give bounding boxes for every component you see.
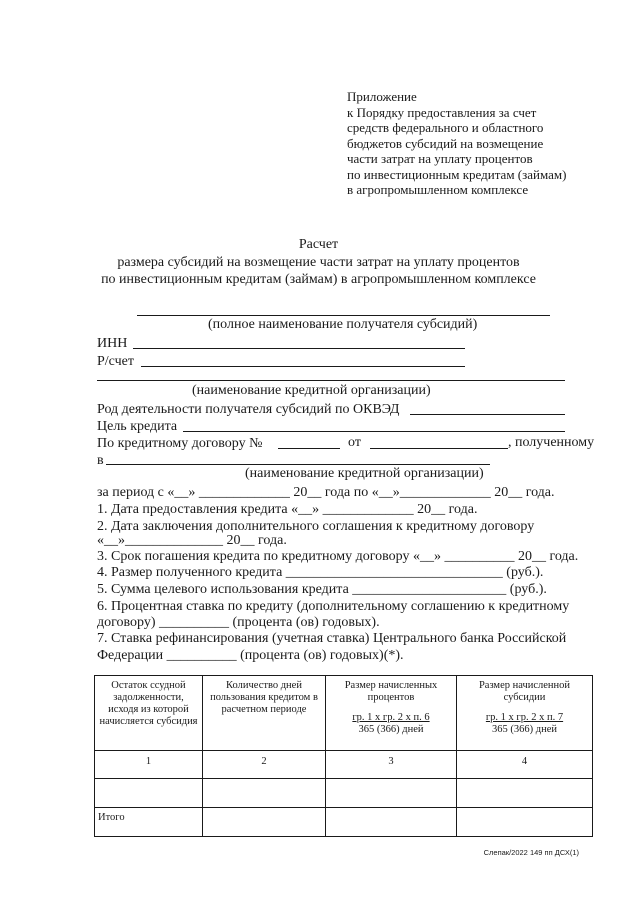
calculation-table: [94, 675, 593, 837]
document-subtitle-line2: по инвестиционным кредитам (займам) в агропромышленном комплексе: [101, 272, 536, 287]
interest-formula: гр. 1 х гр. 2 х п. 6: [352, 712, 430, 723]
contract-in-label: в: [97, 453, 104, 468]
item-7-line2: Федерации __________ (процента (ов) годовых)(*).: [97, 648, 404, 663]
appendix-line: к Порядку предоставления за счет: [347, 104, 537, 120]
appendix-line: в агропромышленном комплексе: [347, 182, 529, 197]
bank-name-field[interactable]: [97, 380, 565, 381]
appendix-line: бюджетов субсидий на возмещение: [347, 135, 544, 151]
document-heading: Расчет: [298, 237, 339, 252]
header-interest-amount: [326, 676, 457, 751]
item-5: 5. Сумма целевого использования кредита ______________________ (руб.).: [97, 582, 547, 597]
contract-bank-field[interactable]: [106, 464, 490, 465]
footer-reference: Слепак/2022 149 пп ДСХ(1): [483, 848, 579, 857]
contract-from-label: от: [348, 435, 361, 450]
column-number: 4: [457, 751, 593, 779]
table-cell[interactable]: [203, 779, 326, 808]
okved-field[interactable]: [410, 414, 565, 415]
bank-caption-2: (наименование кредитной организации): [245, 466, 484, 481]
item-7-line1: 7. Ставка рефинансирования (учетная ставка) Центрального банка Российской: [97, 631, 567, 646]
period-line: за период с «__» _____________ 20__ года по «__»_____________ 20__ года.: [97, 485, 555, 500]
table-cell[interactable]: [457, 808, 593, 837]
contract-label: По кредитному договору №: [97, 436, 263, 451]
column-number: 2: [203, 751, 326, 779]
appendix-block: [347, 89, 566, 198]
purpose-label: Цель кредита: [97, 419, 178, 434]
table-header-row: [95, 676, 593, 751]
contract-date-field[interactable]: [370, 448, 508, 449]
inn-field[interactable]: [133, 348, 465, 349]
header-subsidy-amount: [457, 676, 593, 751]
item-2-line1: 2. Дата заключения дополнительного соглашения к кредитному договору: [97, 519, 535, 534]
table-row: [95, 779, 593, 808]
item-6-line2: договору) __________ (процента (ов) годовых).: [97, 615, 380, 630]
appendix-line: средств федерального и областного: [347, 120, 544, 135]
header-debt-balance: Остаток ссудной задолженности, исходя из которой начисляется субсидия: [95, 676, 203, 751]
table-number-row: [95, 751, 593, 779]
table-cell[interactable]: [326, 779, 457, 808]
account-field[interactable]: [141, 366, 465, 367]
inn-label: ИНН: [97, 336, 128, 351]
item-2-line2: «__»______________ 20__ года.: [97, 533, 287, 548]
column-number: 3: [326, 751, 457, 779]
table-total-row: [95, 808, 593, 837]
table-cell[interactable]: [203, 808, 326, 837]
account-label: Р/счет: [97, 354, 134, 369]
appendix-line: Приложение: [347, 89, 417, 104]
contract-received-label: , полученному: [508, 435, 595, 450]
interest-formula-denominator: 365 (366) дней: [358, 724, 424, 735]
appendix-line: по инвестиционным кредитам (займам): [347, 166, 567, 182]
item-6-line1: 6. Процентная ставка по кредиту (дополнительному соглашению к кредитному: [97, 599, 570, 614]
item-4: 4. Размер полученного кредита _______________________________ (руб.).: [97, 565, 544, 580]
recipient-name-field[interactable]: [137, 315, 550, 316]
item-3: 3. Срок погашения кредита по кредитному договору «__» __________ 20__ года.: [97, 549, 579, 564]
header-subsidy-label: Размер начисленной субсидии: [478, 680, 571, 703]
okved-label: Род деятельности получателя субсидий по ОКВЭД: [97, 402, 400, 417]
purpose-field[interactable]: [183, 431, 565, 432]
contract-number-field[interactable]: [278, 448, 340, 449]
item-1: 1. Дата предоставления кредита «__» _____________ 20__ года.: [97, 502, 478, 517]
recipient-caption: (полное наименование получателя субсидий): [208, 317, 478, 332]
header-interest-label: Размер начисленных процентов: [344, 680, 438, 703]
table-cell[interactable]: [95, 779, 203, 808]
subsidy-formula-denominator: 365 (366) дней: [492, 724, 557, 735]
table-cell[interactable]: [457, 779, 593, 808]
total-label: Итого: [95, 808, 203, 837]
subsidy-formula: гр. 1 х гр. 2 х п. 7: [485, 712, 564, 723]
bank-caption: (наименование кредитной организации): [192, 383, 431, 398]
column-number: 1: [95, 751, 203, 779]
table-cell[interactable]: [326, 808, 457, 837]
document-subtitle-line1: размера субсидий на возмещение части затрат на уплату процентов: [117, 255, 520, 270]
header-days-count: Количество дней пользования кредитом в расчетном периоде: [203, 676, 326, 751]
appendix-line: части затрат на уплату процентов: [347, 151, 533, 166]
